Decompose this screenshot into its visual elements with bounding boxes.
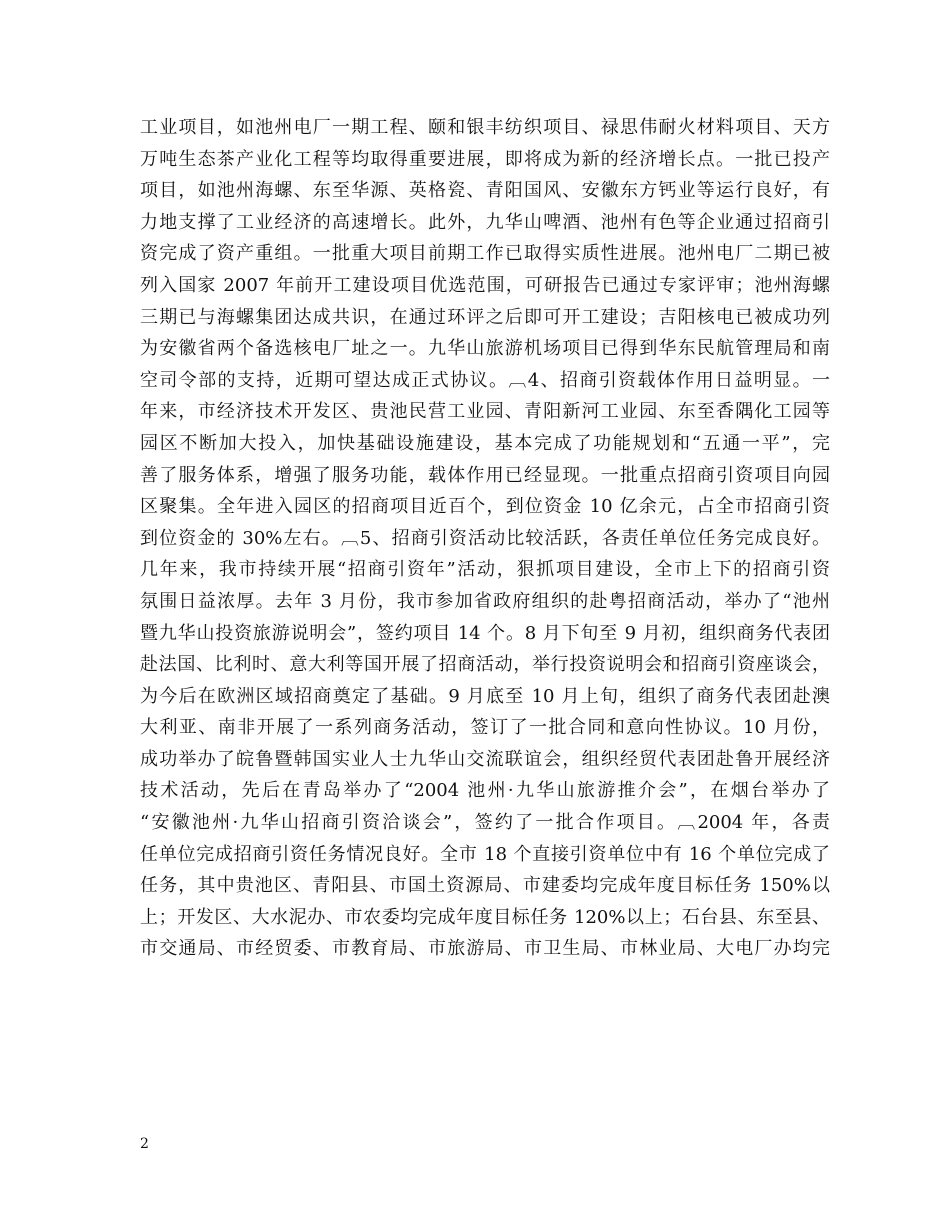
text-line: 列入国家 2007 年前开工建设项目优选范围，可研报告已通过专家评审；池州海螺 bbox=[140, 274, 830, 296]
text-line: “安徽池州·九华山招商引资洽谈会”，签约了一批合作项目。︹2004 年，各责 bbox=[140, 812, 830, 834]
page-number: 2 bbox=[140, 1136, 149, 1152]
text-line: 赴法国、比利时、意大利等国开展了招商活动，举行投资说明会和招商引资座谈会， bbox=[140, 654, 830, 676]
text-line: 到位资金的 30%左右。︹5、招商引资活动比较活跃，各责任单位任务完成良好。 bbox=[140, 527, 830, 549]
text-line: 几年来，我市持续开展“招商引资年”活动，狠抓项目建设，全市上下的招商引资 bbox=[140, 559, 830, 581]
text-line: 工业项目，如池州电厂一期工程、颐和银丰纺织项目、禄思伟耐火材料项目、天方 bbox=[140, 117, 830, 138]
text-line: 区聚集。全年进入园区的招商项目近百个，到位资金 10 亿余元，占全市招商引资 bbox=[140, 496, 830, 518]
text-line: 市交通局、市经贸委、市教育局、市旅游局、市卫生局、市林业局、大电厂办均完 bbox=[140, 938, 830, 960]
text-line: 大利亚、南非开展了一系列商务活动，签订了一批合同和意向性协议。10 月份， bbox=[140, 717, 830, 739]
text-line: 力地支撑了工业经济的高速增长。此外，九华山啤酒、池州有色等企业通过招商引 bbox=[140, 211, 830, 233]
text-line: 为今后在欧洲区域招商奠定了基础。9 月底至 10 月上旬，组织了商务代表团赴澳 bbox=[140, 685, 830, 707]
text-line: 善了服务体系，增强了服务功能，载体作用已经显现。一批重点招商引资项目向园 bbox=[140, 464, 830, 486]
text-line: 空司令部的支持，近期可望达成正式协议。︹4、招商引资载体作用日益明显。一 bbox=[140, 369, 830, 391]
text-line: 上；开发区、大水泥办、市农委均完成年度目标任务 120%以上；石台县、东至县、 bbox=[140, 906, 830, 928]
text-line: 万吨生态茶产业化工程等均取得重要进展，即将成为新的经济增长点。一批已投产 bbox=[140, 148, 830, 170]
text-line: 为安徽省两个备选核电厂址之一。九华山旅游机场项目已得到华东民航管理局和南 bbox=[140, 338, 830, 360]
text-line: 年来，市经济技术开发区、贵池民营工业园、青阳新河工业园、东至香隅化工园等 bbox=[140, 401, 830, 423]
text-line: 暨九华山投资旅游说明会”，签约项目 14 个。8 月下旬至 9 月初，组织商务代表团 bbox=[140, 622, 830, 644]
text-line: 成功举办了皖鲁暨韩国实业人士九华山交流联谊会，组织经贸代表团赴鲁开展经济 bbox=[140, 748, 830, 770]
text-line: 技术活动，先后在青岛举办了“2004 池州·九华山旅游推介会”，在烟台举办了 bbox=[140, 780, 830, 802]
text-line: 资完成了资产重组。一批重大项目前期工作已取得实质性进展。池州电厂二期已被 bbox=[140, 243, 830, 265]
body-text bbox=[140, 112, 830, 965]
text-line: 氛围日益浓厚。去年 3 月份，我市参加省政府组织的赴粤招商活动，举办了“池州 bbox=[140, 590, 830, 612]
text-line: 任单位完成招商引资任务情况良好。全市 18 个直接引资单位中有 16 个单位完成了 bbox=[140, 843, 830, 865]
text-line: 项目，如池州海螺、东至华源、英格瓷、青阳国风、安徽东方钙业等运行良好，有 bbox=[140, 180, 830, 202]
text-line: 任务，其中贵池区、青阳县、市国土资源局、市建委均完成年度目标任务 150%以 bbox=[140, 875, 830, 897]
text-line: 三期已与海螺集团达成共识，在通过环评之后即可开工建设；吉阳核电已被成功列 bbox=[140, 306, 830, 328]
text-line: 园区不断加大投入，加快基础设施建设，基本完成了功能规划和“五通一平”，完 bbox=[140, 432, 830, 454]
